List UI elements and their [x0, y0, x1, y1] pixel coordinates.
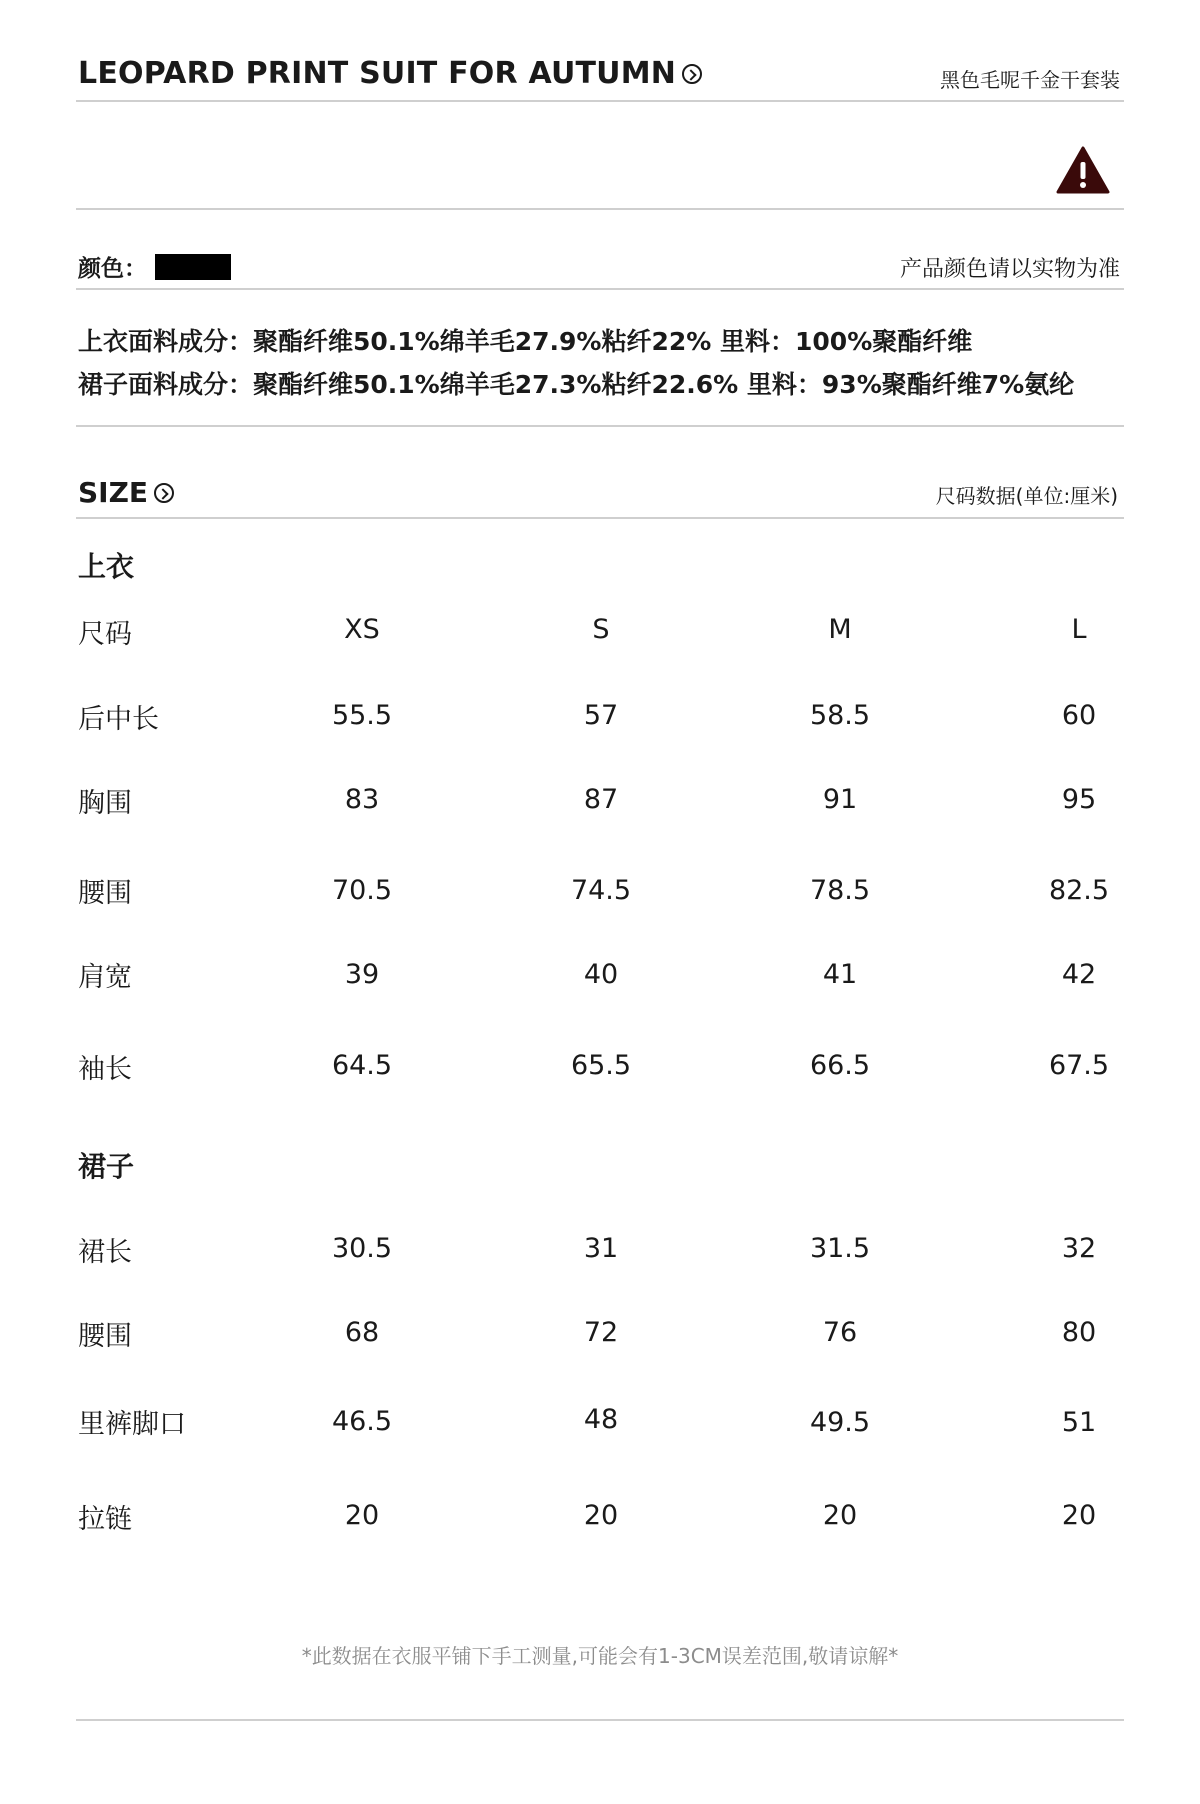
chevron-right-circle-icon — [682, 64, 702, 84]
table-cell: 68 — [344, 1317, 380, 1348]
size-header-xs: XS — [344, 614, 380, 645]
divider — [76, 1719, 1124, 1721]
row-label-shorts-hem: 里裤脚口 — [78, 1409, 186, 1440]
table-cell: 55.5 — [331, 700, 393, 731]
top-fabric-composition: 上衣面料成分：聚酯纤维50.1%绵羊毛27.9%粘纤22% 里料：100%聚酯纤维 — [78, 327, 973, 356]
table-cell: 64.5 — [331, 1050, 393, 1081]
top-section-title: 上衣 — [78, 550, 135, 583]
measurement-footnote: *此数据在衣服平铺下手工测量,可能会有1-3CM误差范围,敬请谅解* — [301, 1644, 899, 1668]
color-note: 产品颜色请以实物为准 — [899, 257, 1120, 282]
divider — [76, 425, 1124, 427]
page-title-text: LEOPARD PRINT SUIT FOR AUTUMN — [78, 56, 677, 91]
table-cell: 41 — [822, 959, 858, 990]
table-cell: 20 — [583, 1500, 619, 1531]
row-label-skirt-length: 裙长 — [78, 1237, 132, 1268]
divider — [76, 100, 1124, 102]
table-cell: 32 — [1061, 1233, 1097, 1264]
color-swatch[interactable] — [155, 254, 231, 280]
row-label-skirt-waist: 腰围 — [78, 1321, 132, 1352]
unit-note: 尺码数据(单位:厘米) — [935, 484, 1118, 508]
row-label-zipper: 拉链 — [78, 1504, 132, 1535]
size-header-s: S — [592, 614, 610, 645]
table-cell: 82.5 — [1048, 875, 1110, 906]
skirt-section-title: 裙子 — [78, 1150, 135, 1183]
table-cell: 58.5 — [809, 700, 871, 731]
table-cell: 80 — [1061, 1317, 1097, 1348]
table-cell: 67.5 — [1048, 1050, 1110, 1081]
warning-icon — [1056, 146, 1110, 194]
divider — [76, 517, 1124, 519]
table-cell: 66.5 — [809, 1050, 871, 1081]
table-cell: 91 — [822, 784, 858, 815]
page-title — [78, 56, 702, 91]
table-cell: 74.5 — [570, 875, 632, 906]
table-cell: 20 — [822, 1500, 858, 1531]
table-cell: 76 — [822, 1317, 858, 1348]
table-cell: 60 — [1061, 700, 1097, 731]
table-cell: 83 — [344, 784, 380, 815]
table-cell: 95 — [1061, 784, 1097, 815]
skirt-fabric-composition: 裙子面料成分：聚酯纤维50.1%绵羊毛27.3%粘纤22.6% 里料：93%聚酯纤维7%氨纶 — [78, 370, 1075, 399]
row-label-waist: 腰围 — [78, 878, 132, 909]
table-cell: 20 — [344, 1500, 380, 1531]
size-title-text: SIZE — [78, 476, 149, 509]
size-header-m: M — [828, 614, 852, 645]
table-cell: 30.5 — [331, 1233, 393, 1264]
size-header-l: L — [1071, 614, 1087, 645]
divider — [76, 288, 1124, 290]
size-header-label: 尺码 — [78, 619, 132, 650]
table-cell: 39 — [344, 959, 380, 990]
row-label-sleeve: 袖长 — [78, 1054, 132, 1085]
table-cell: 20 — [1061, 1500, 1097, 1531]
product-subtitle: 黑色毛呢千金干套装 — [940, 68, 1120, 92]
chevron-right-circle-icon — [154, 483, 174, 503]
table-cell: 48 — [583, 1404, 619, 1435]
table-cell: 31 — [583, 1233, 619, 1264]
row-label-chest: 胸围 — [78, 788, 132, 819]
table-cell: 49.5 — [809, 1407, 871, 1438]
table-cell: 46.5 — [331, 1406, 393, 1437]
table-cell: 72 — [583, 1317, 619, 1348]
table-cell: 31.5 — [809, 1233, 871, 1264]
color-row — [78, 250, 231, 283]
table-cell: 42 — [1061, 959, 1097, 990]
divider — [76, 208, 1124, 210]
color-label: 颜色： — [78, 256, 147, 282]
table-cell: 70.5 — [331, 875, 393, 906]
table-cell: 87 — [583, 784, 619, 815]
table-cell: 65.5 — [570, 1050, 632, 1081]
table-cell: 78.5 — [809, 875, 871, 906]
table-cell: 40 — [583, 959, 619, 990]
size-title — [78, 476, 174, 509]
table-cell: 57 — [583, 700, 619, 731]
table-cell: 51 — [1061, 1407, 1097, 1438]
row-label-back-length: 后中长 — [78, 704, 159, 735]
row-label-shoulder: 肩宽 — [78, 962, 132, 993]
